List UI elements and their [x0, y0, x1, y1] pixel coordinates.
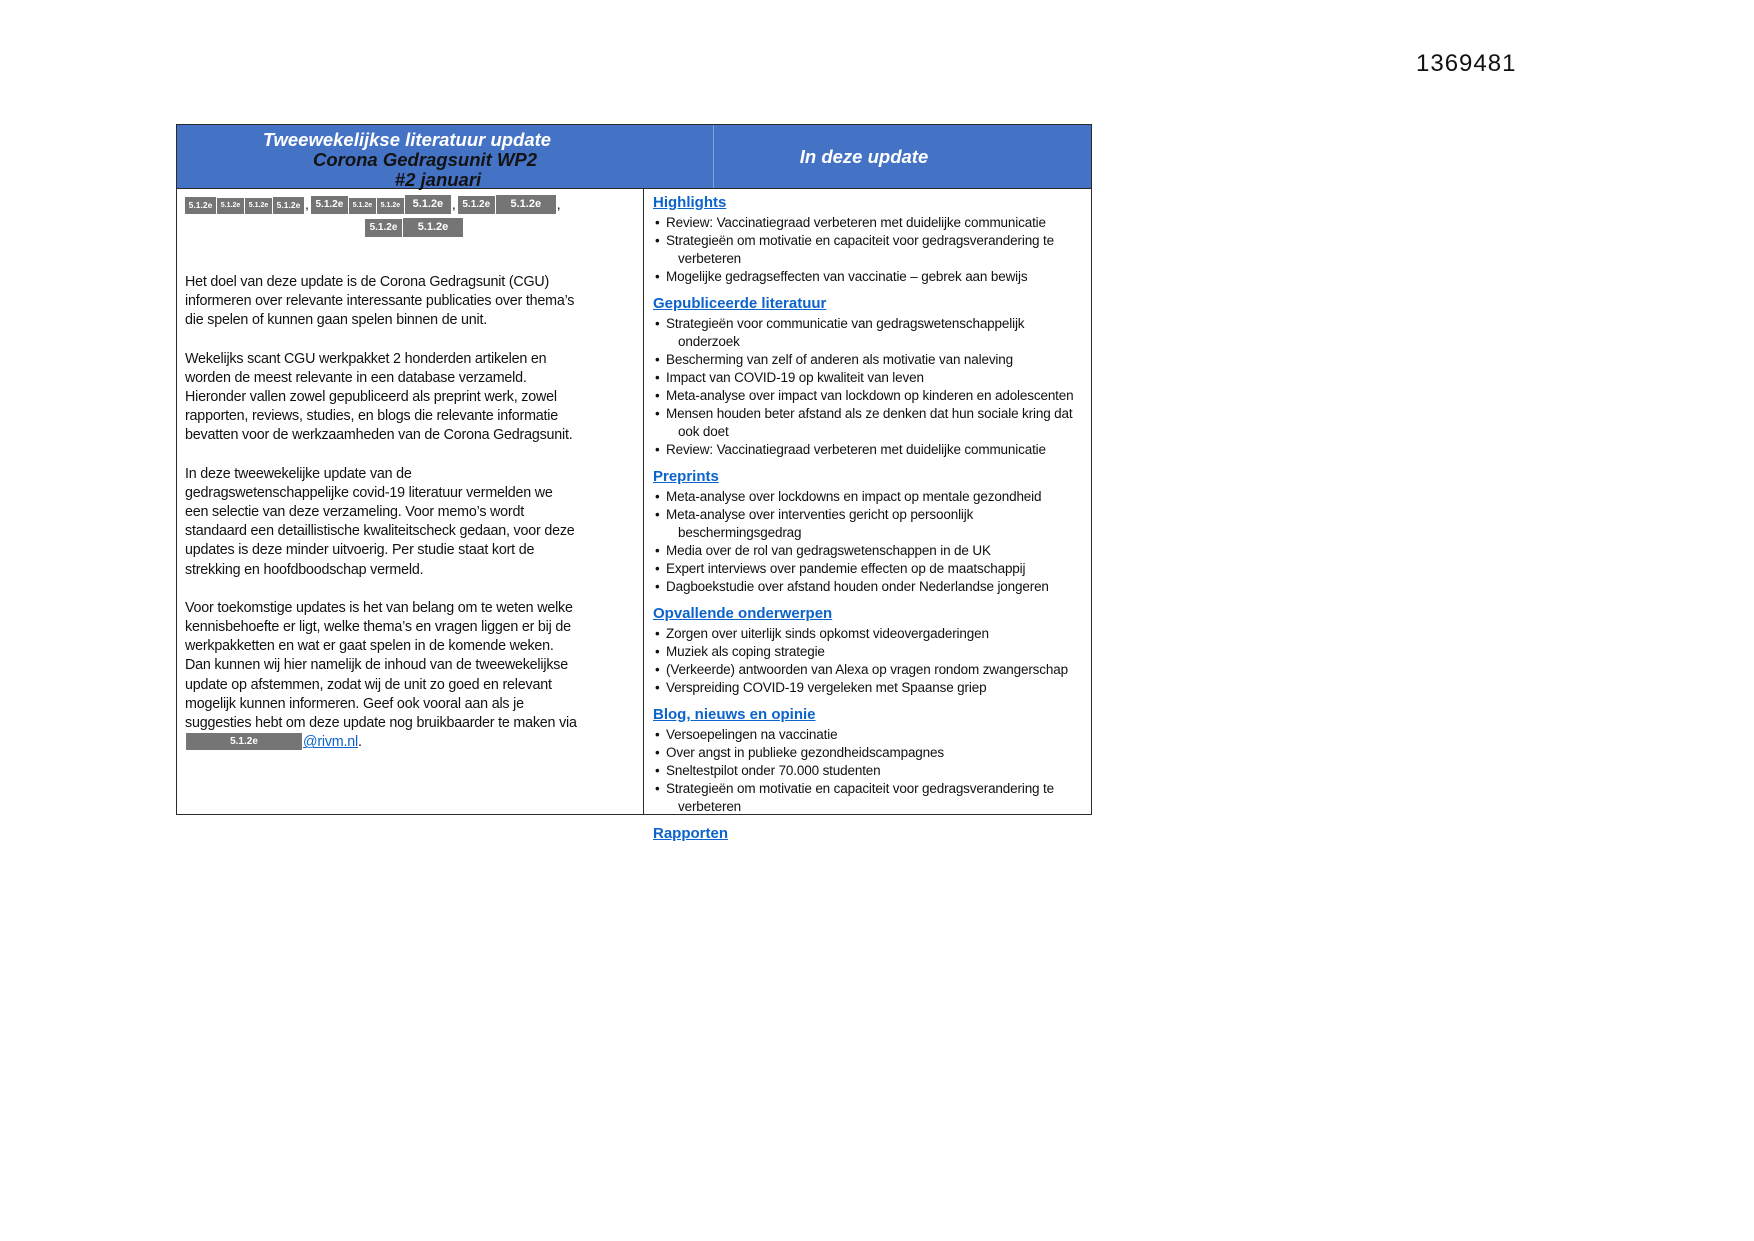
intro-paragraph-3: In deze tweewekelijke update van de gedragswetenschappelijke covid-19 literatuur vermelden we een selectie van deze verzameling. Voor memo’s wordt standaard een detaillistische kwaliteitscheck gedaan, voor deze updates is deze minder uitvoerig. Per studie staat kort de strekking en hoofdboodschap vermeld. — [185, 465, 575, 578]
section-link-preprints[interactable]: Preprints — [653, 468, 719, 485]
section-highlights — [653, 193, 1087, 286]
bullet-item: • Over angst in publieke gezondheidscampagnes — [653, 744, 1087, 762]
bullet-item: • Meta-analyse over interventies gericht op persoonlijk beschermingsgedrag — [653, 506, 1087, 542]
section-link-blog-nieuws-en-opinie[interactable]: Blog, nieuws en opinie — [653, 706, 816, 723]
section-link-rapporten[interactable]: Rapporten — [653, 825, 728, 842]
bullet-item: • Impact van COVID-19 op kwaliteit van leven — [653, 369, 1087, 387]
section-preprints — [653, 467, 1087, 596]
bullet-item: • Media over de rol van gedragswetenschappen in de UK — [653, 542, 1087, 560]
header-cell-divider — [713, 125, 714, 188]
section-blog-nieuws-en-opinie — [653, 705, 1087, 816]
section-link-gepubliceerde-literatuur[interactable]: Gepubliceerde literatuur — [653, 295, 827, 312]
newsletter-title: Tweewekelijkse literatuur update — [262, 129, 552, 150]
bullet-item: • Versoepelingen na vaccinatie — [653, 726, 1087, 744]
redaction-box: 5.1.2e — [185, 197, 216, 214]
bullet-item: • Mensen houden beter afstand als ze denken dat hun sociale kring dat ook doet — [653, 405, 1087, 441]
bullet-item: • Muziek als coping strategie — [653, 643, 1087, 661]
bullet-list-highlights — [653, 214, 1087, 286]
bullet-item: • (Verkeerde) antwoorden van Alexa op vragen rondom zwangerschap — [653, 661, 1087, 679]
bullet-item: • Zorgen over uiterlijk sinds opkomst videovergaderingen — [653, 625, 1087, 643]
rivm-email-link[interactable]: @rivm.nl — [303, 734, 359, 751]
intro-paragraph-1: Het doel van deze update is de Corona Gedragsunit (CGU) informeren over relevante interessante publicaties over thema’s die spelen of kunnen gaan spelen binnen de unit. — [185, 274, 575, 329]
redaction-box: , — [305, 196, 309, 212]
bullet-item: • Strategieën voor communicatie van gedragswetenschappelijk onderzoek — [653, 315, 1087, 351]
section-gepubliceerde-literatuur — [653, 294, 1087, 459]
redaction-box: , — [451, 196, 456, 212]
newsletter-unit-title: Corona Gedragsunit WP2 — [312, 149, 538, 170]
redaction-box: 5.1.2e — [311, 196, 348, 214]
redaction-box: 5.1.2e — [217, 198, 244, 214]
redaction-box: 5.1.2e — [365, 219, 402, 237]
redacted-author-list — [185, 194, 577, 237]
bullet-item: • Strategieën om motivatie en capaciteit voor gedragsverandering te verbeteren — [653, 780, 1087, 816]
bullet-item: • Mogelijke gedragseffecten van vaccinatie – gebrek aan bewijs — [653, 268, 1087, 286]
redaction-box: 5.1.2e — [273, 197, 304, 214]
section-link-highlights[interactable]: Highlights — [653, 194, 727, 211]
redacted-email-box: 5.1.2e — [186, 733, 302, 750]
redaction-box: 5.1.2e — [496, 195, 556, 214]
redaction-box: 5.1.2e — [377, 198, 404, 214]
bullet-item: • Expert interviews over pandemie effecten op de maatschappij — [653, 560, 1087, 578]
redaction-box: 5.1.2e — [405, 195, 451, 214]
toc-column — [644, 189, 1091, 842]
redaction-box: , — [556, 196, 561, 212]
intro-paragraph-4 — [185, 599, 577, 753]
table-header-row — [177, 125, 1091, 189]
bullet-list-gepubliceerde-literatuur — [653, 315, 1087, 459]
bullet-item: • Meta-analyse over lockdowns en impact op mentale gezondheid — [653, 488, 1087, 506]
bullet-item: • Bescherming van zelf of anderen als motivatie van naleving — [653, 351, 1087, 369]
bullet-item: • Verspreiding COVID-19 vergeleken met Spaanse griep — [653, 679, 1087, 697]
table-body-row — [177, 189, 1091, 842]
bullet-item: • Dagboekstudie over afstand houden onder Nederlandse jongeren — [653, 578, 1087, 596]
bullet-item: • Sneltestpilot onder 70.000 studenten — [653, 762, 1087, 780]
document-id-number: 1369481 — [1416, 50, 1517, 77]
redaction-row-2 — [365, 217, 577, 237]
bullet-list-preprints — [653, 488, 1087, 596]
redaction-box: 5.1.2e — [458, 196, 495, 214]
bullet-list-blog-nieuws-en-opinie — [653, 726, 1087, 816]
redaction-box: 5.1.2e — [245, 198, 272, 214]
intro-paragraph-4-period: . — [358, 734, 362, 751]
in-deze-update-title: In deze update — [799, 145, 929, 167]
redaction-box: 5.1.2e — [403, 218, 463, 237]
bullet-item: • Review: Vaccinatiegraad verbeteren met duidelijke communicatie — [653, 214, 1087, 232]
bullet-list-opvallende-onderwerpen — [653, 625, 1087, 697]
bullet-item: • Review: Vaccinatiegraad verbeteren met duidelijke communicatie — [653, 441, 1087, 459]
intro-paragraph-2: Wekelijks scant CGU werkpakket 2 honderden artikelen en worden de meest relevante in een database verzameld. Hieronder vallen zowel gepubliceerd als preprint werk, zowel rapporten, reviews, studies, en blogs die relevante informatie bevatten voor de werkzaamheden van de Corona Gedragsunit. — [185, 350, 573, 444]
header-toc-cell — [637, 125, 1091, 188]
bullet-item: • Meta-analyse over impact van lockdown op kinderen en adolescenten — [653, 387, 1087, 405]
bullet-item: • Strategieën om motivatie en capaciteit voor gedragsverandering te verbeteren — [653, 232, 1087, 268]
newsletter-edition: #2 januari — [394, 169, 482, 190]
header-title-cell — [177, 125, 637, 188]
section-rapporten — [653, 824, 1087, 845]
section-opvallende-onderwerpen — [653, 604, 1087, 697]
newsletter-table — [176, 124, 1092, 842]
intro-column — [177, 189, 644, 814]
intro-paragraph-4-text: Voor toekomstige updates is het van belang om te weten welke kennisbehoefte er ligt, welke thema’s en vragen liggen er bij de werkpakketten en wat er gaat spelen in de komende weken. Dan kunnen wij hier namelijk de inhoud van de tweewekelijkse update op afstemmen, zodat wij de unit zo goed en relevant mogelijk kunnen informeren. Geef ook vooral aan als je suggesties hebt om deze update nog bruikbaarder te maken via — [185, 599, 577, 732]
section-link-opvallende-onderwerpen[interactable]: Opvallende onderwerpen — [653, 605, 833, 622]
redaction-row-1 — [185, 194, 577, 214]
redaction-box: 5.1.2e — [349, 198, 376, 214]
